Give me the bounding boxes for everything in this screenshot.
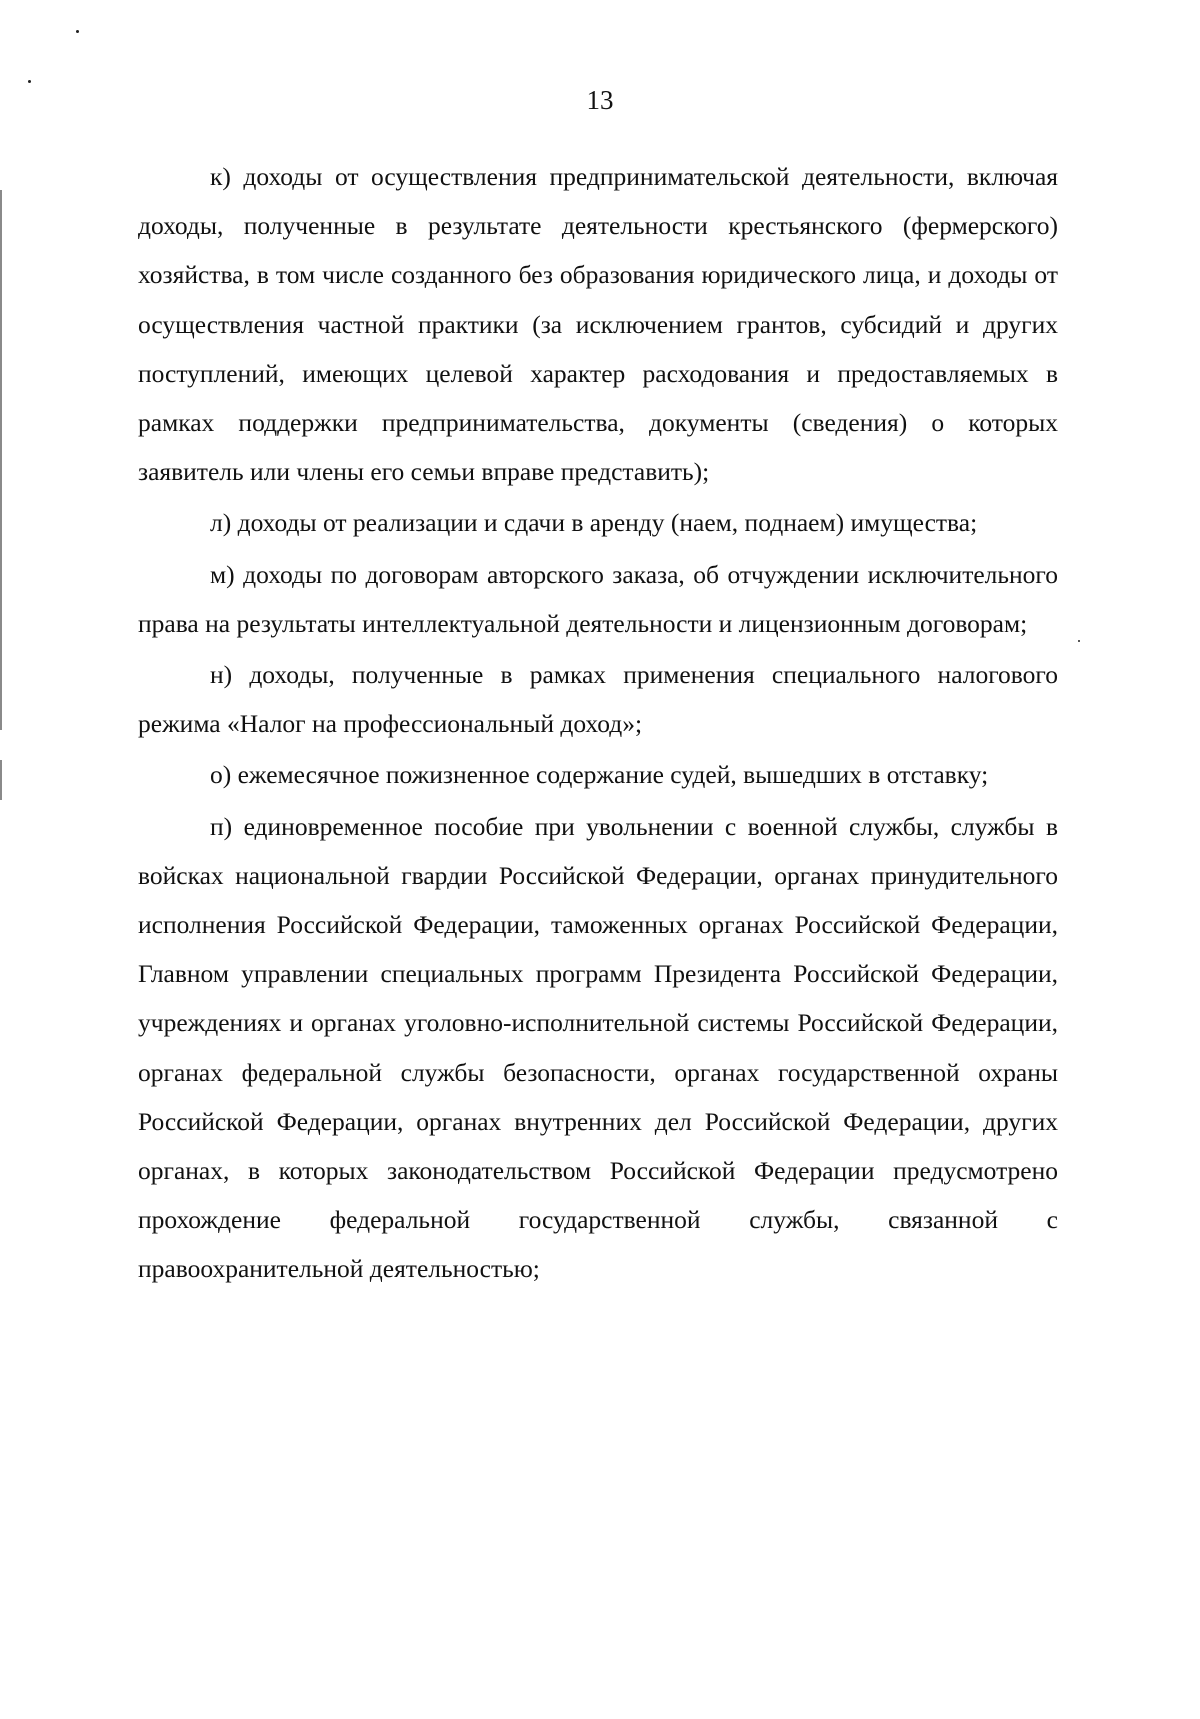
paragraph-p: п) единовременное пособие при увольнении с военной службы, службы в войсках национальной гвардии Российской Федерации, органах принудительного исполнения Российской Федерации, таможенных органах Российской Федерации, Главном управлении специальных программ Президента Российской Федерации, учреждениях и органах уголовно-исполнительной системы Российской Федерации, органах федеральной службы безопасности, органах государственной охраны Российской Федерации, органах внутренних дел Российской Федерации, других органах, в которых законодательством Российской Федерации предусмотрено прохождение федеральной государственной службы, связанной с правоохранительной деятельностью; (138, 811, 1058, 1284)
document-body (138, 152, 1058, 1296)
paragraph-l: л) доходы от реализации и сдачи в аренду (наем, поднаем) имущества; (210, 508, 978, 538)
scan-speck (28, 80, 31, 83)
scan-edge-line (0, 190, 2, 730)
paragraph-m: м) доходы по договорам авторского заказа, об отчуждении исключительного права на результаты интеллектуальной деятельности и лицензионным договорам; (138, 559, 1058, 638)
paragraph-n: н) доходы, полученные в рамках применения специального налогового режима «Налог на профессиональный доход»; (138, 660, 1058, 739)
scan-speck (1078, 640, 1080, 642)
paragraph-k: к) доходы от осуществления предпринимательской деятельности, включая доходы, полученные в результате деятельности крестьянского (фермерского) хозяйства, в том числе созданного без образования юридического лица, и доходы от осуществления частной практики (за исключением грантов, субсидий и других поступлений, имеющих целевой характер расходования и предоставляемых в рамках поддержки предпринимательства, документы (сведения) о которых заявитель или члены его семьи вправе представить); (138, 162, 1058, 487)
page-number: 13 (586, 85, 614, 115)
scan-edge-line (0, 760, 2, 800)
paragraph-o: о) ежемесячное пожизненное содержание судей, вышедших в отставку; (210, 760, 989, 790)
scan-speck (76, 30, 79, 33)
